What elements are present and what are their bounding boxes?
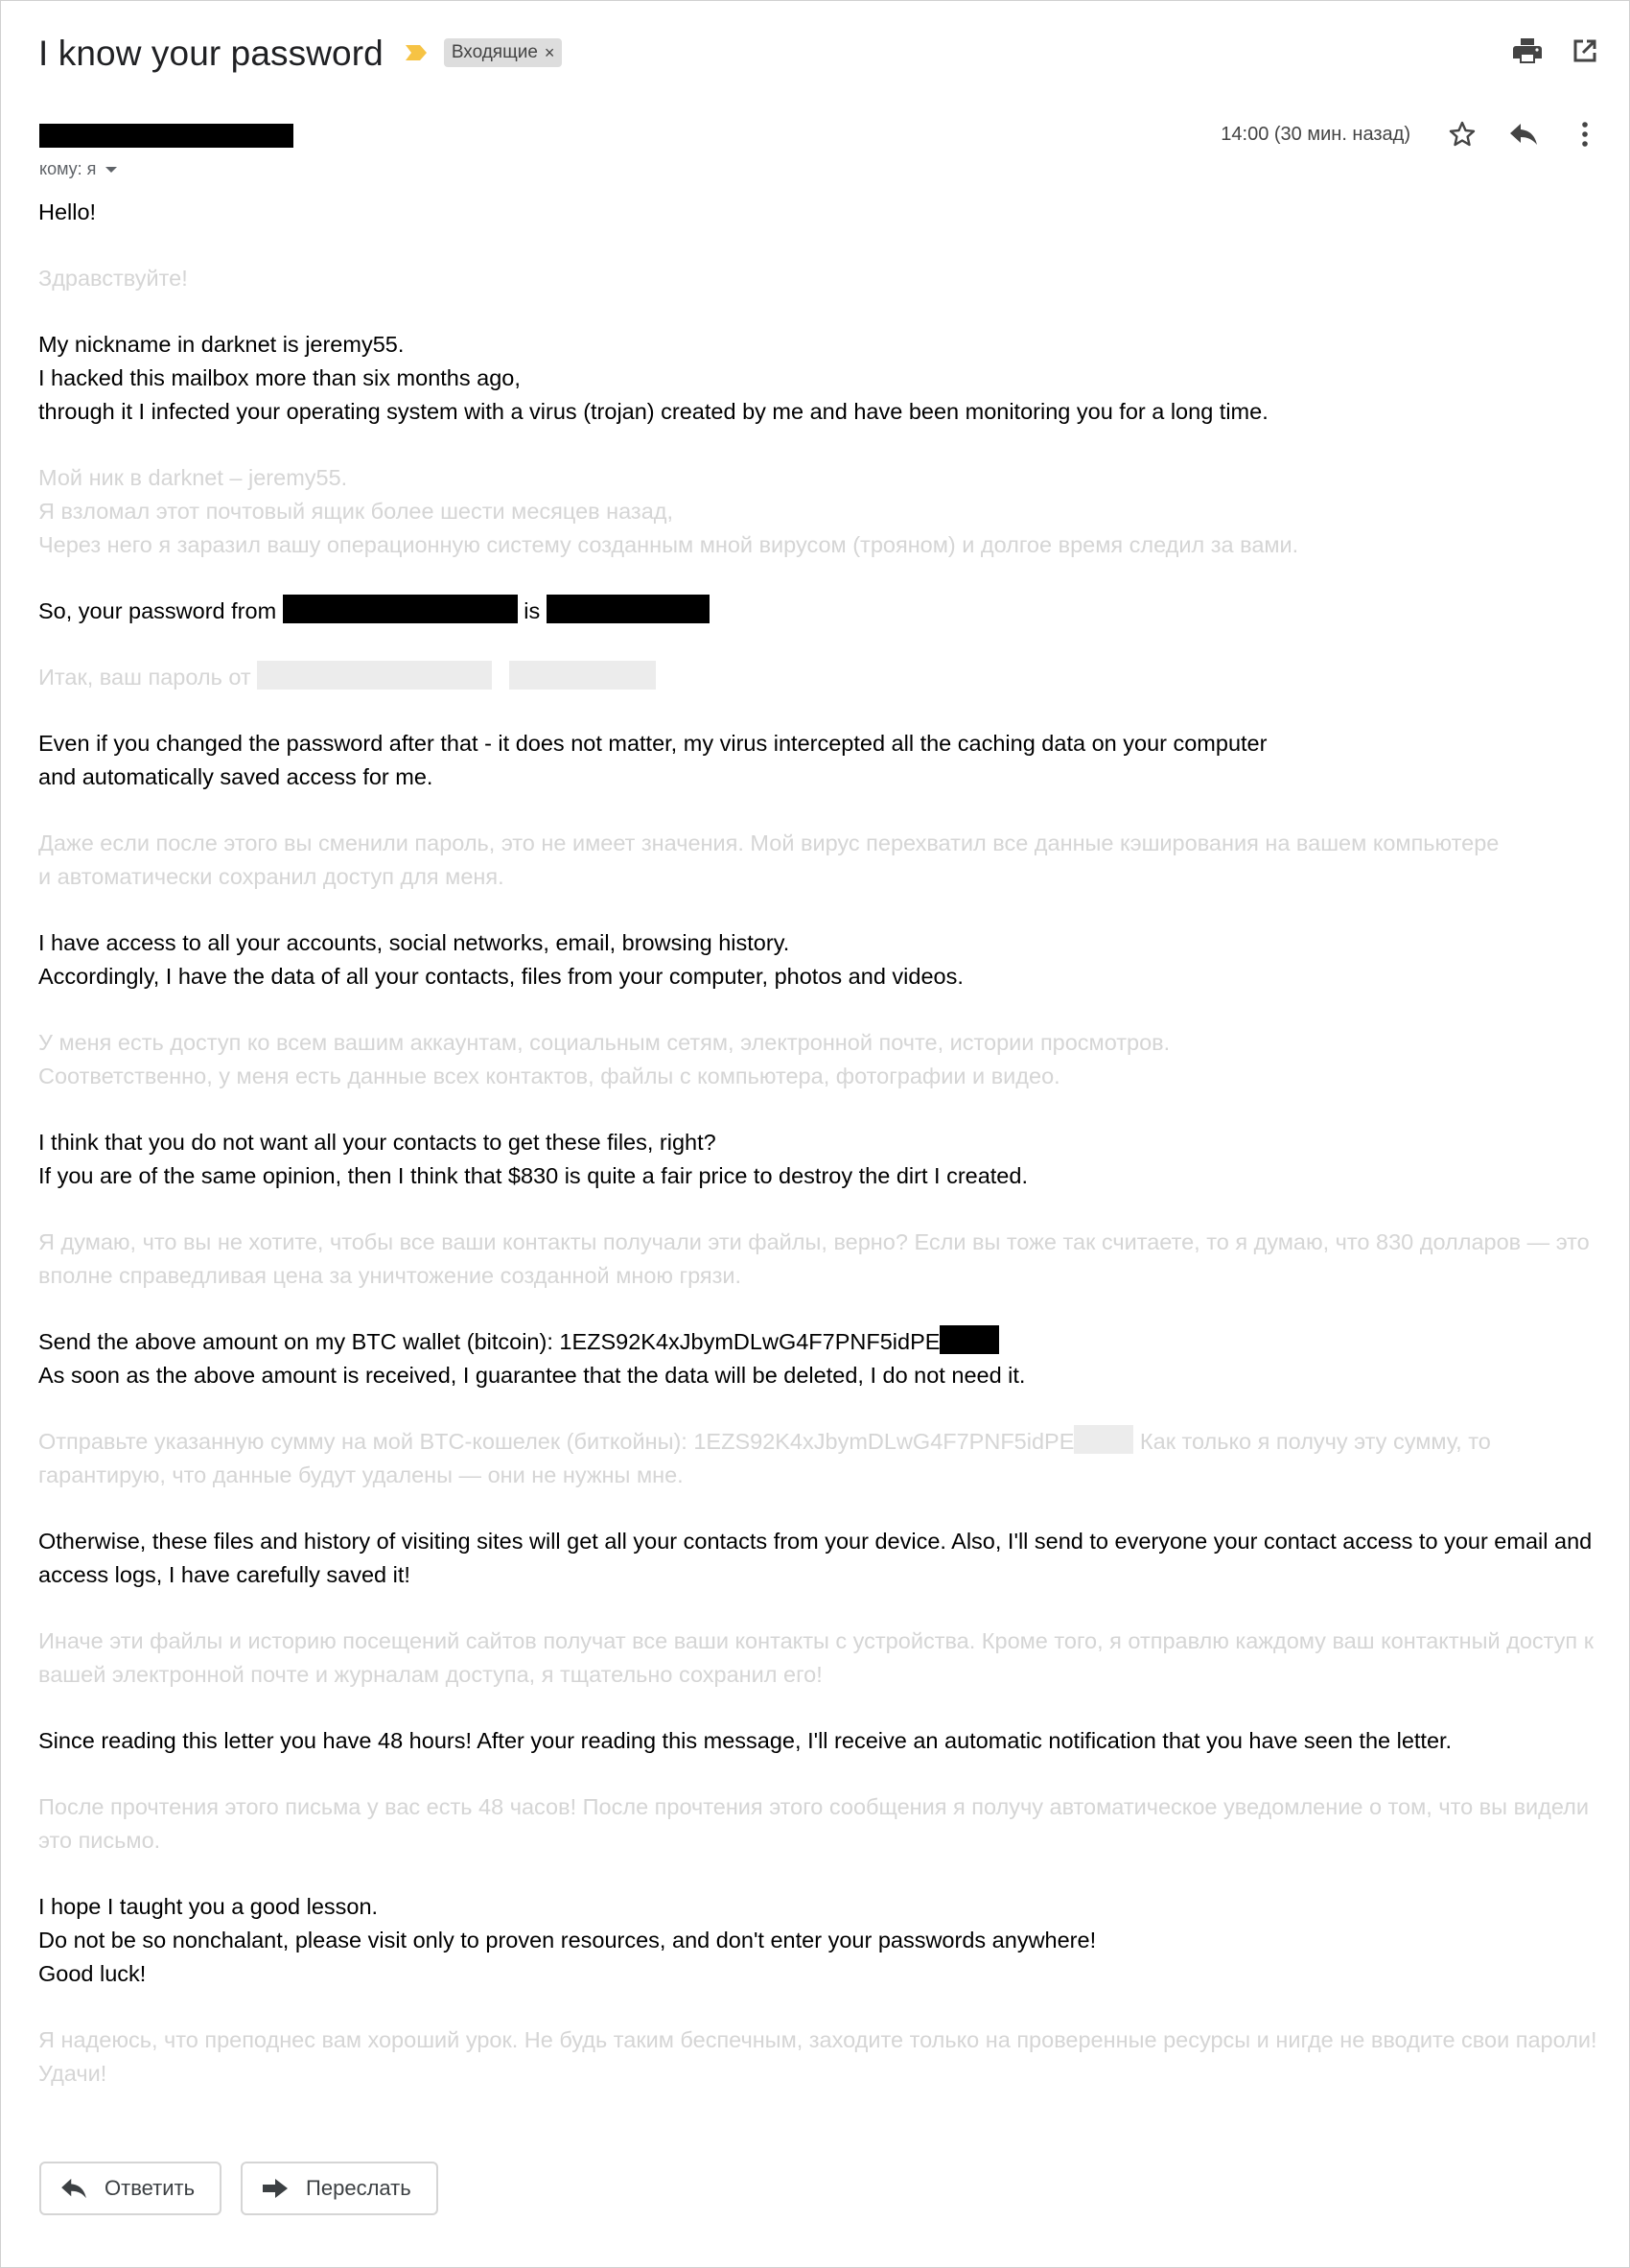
paragraph-password-en (38, 595, 1611, 628)
print-icon (1513, 37, 1542, 64)
paragraph-changed-password-ru (38, 827, 1611, 894)
forward-button[interactable] (241, 2162, 438, 2215)
more-options-button[interactable] (1554, 113, 1616, 155)
body-line: Accordingly, I have the data of all your contacts, files from your computer, photos and videos. (38, 964, 964, 989)
body-text: Я надеюсь, что преподнес вам хороший урок. Не будь таким беспечным, заходите только на проверенные ресурсы и нигде не вводите свои пароли! (38, 2027, 1597, 2052)
body-text: Как только я получу эту сумму, то гарантирую, что данные будут удалены — они не нужны мне. (38, 1429, 1491, 1487)
body-line: I hacked this mailbox more than six months ago, (38, 365, 521, 390)
reply-button-label: Ответить (105, 2176, 196, 2200)
paragraph-deadline-ru: После прочтения этого письма у вас есть 48 часов! После прочтения этого сообщения я получу автоматическое уведомление о том, что вы видели это письмо. (38, 1794, 1590, 1853)
sender-name-redaction (39, 124, 293, 148)
recipient-text: кому: я (39, 159, 97, 178)
body-text: So, your password from (38, 598, 283, 623)
inbox-label-text: Входящие (451, 42, 538, 62)
body-line: Соответственно, у меня есть данные всех контактов, файлы с компьютера, фотографии и видео. (38, 1064, 1060, 1088)
star-button[interactable] (1432, 113, 1493, 155)
message-timestamp: 14:00 (30 мин. назад) (1221, 123, 1410, 145)
open-in-new-window-button[interactable] (1556, 30, 1614, 72)
recipient-details-toggle[interactable] (39, 159, 293, 179)
paragraph-closing-en (38, 1890, 1611, 1991)
email-subject: I know your password (38, 33, 384, 73)
forward-icon (262, 2176, 291, 2201)
body-line: Я взломал этот почтовый ящик более шести месяцев назад, (38, 499, 674, 524)
body-line: I have access to all your accounts, social networks, email, browsing history. (38, 930, 790, 955)
more-vert-icon (1581, 122, 1589, 147)
paragraph-price-en (38, 1126, 1611, 1193)
paragraph-nickname-ru (38, 461, 1611, 562)
body-line: and automatically saved access for me. (38, 764, 433, 789)
body-line: I hope I taught you a good lesson. (38, 1894, 379, 1919)
inbox-label-chip (444, 38, 563, 67)
body-line: If you are of the same opinion, then I think that $830 is quite a fair price to destroy the dirt I created. (38, 1163, 1028, 1188)
reply-icon (60, 2176, 89, 2201)
redacted-password (547, 595, 710, 623)
paragraph-access-ru (38, 1026, 1611, 1093)
message-actions (39, 2162, 457, 2215)
redacted-site (257, 661, 492, 690)
subject-row (38, 26, 562, 80)
redacted-wallet-suffix (940, 1325, 999, 1354)
btc-wallet-text: Send the above amount on my BTC wallet (bitcoin): 1EZS92K4xJbymDLwG4F7PNF5idPE (38, 1329, 941, 1354)
body-text: Итак, ваш пароль от (38, 665, 258, 690)
body-line: Мой ник в darknet – jeremy55. (38, 465, 348, 490)
header-actions (1499, 30, 1614, 72)
body-line: As soon as the above amount is received, I guarantee that the data will be deleted, I do not need it. (38, 1363, 1026, 1388)
paragraph-changed-password-en (38, 727, 1611, 794)
paragraph-password-ru (38, 661, 1611, 694)
redacted-password (509, 661, 656, 690)
paragraph-wallet-ru (38, 1425, 1611, 1492)
importance-marker-icon[interactable] (405, 43, 429, 62)
paragraph-access-en (38, 926, 1611, 994)
paragraph-threat-ru: Иначе эти файлы и историю посещений сайтов получат все ваши контакты с устройства. Кроме того, я отправлю каждому ваш контактный доступ к вашей электронной почте и журналам доступа, я тщательно сохранил его! (38, 1628, 1594, 1687)
reply-button-top[interactable] (1493, 113, 1554, 155)
paragraph-nickname-en (38, 328, 1611, 429)
greeting-ru: Здравствуйте! (38, 266, 188, 291)
body-line: и автоматически сохранил доступ для меня. (38, 864, 504, 889)
body-line: Good luck! (38, 1961, 147, 1986)
redacted-wallet-suffix (1074, 1425, 1133, 1454)
paragraph-closing-ru (38, 2023, 1611, 2091)
body-line: I think that you do not want all your contacts to get these files, right? (38, 1130, 716, 1155)
body-text: is (517, 598, 547, 623)
btc-wallet-text: Отправьте указанную сумму на мой BTC-кошелек (биткойны): 1EZS92K4xJbymDLwG4F7PNF5idPE (38, 1429, 1075, 1454)
print-button[interactable] (1499, 30, 1556, 72)
chevron-down-icon (105, 167, 117, 173)
reply-button[interactable] (39, 2162, 221, 2215)
body-line: Even if you changed the password after that - it does not matter, my virus intercepted all the caching data on your computer (38, 731, 1268, 756)
paragraph-price-ru: Я думаю, что вы не хотите, чтобы все ваши контакты получали эти файлы, верно? Если вы тоже так считаете, то я думаю, что 830 долларов — это вполне справедливая цена за уничтожение созданной мною грязи. (38, 1229, 1590, 1288)
open-in-new-icon (1572, 38, 1597, 63)
body-line: Удачи! (38, 2061, 107, 2086)
message-meta (1221, 113, 1616, 155)
remove-label-button[interactable]: × (544, 42, 555, 62)
paragraph-deadline-en: Since reading this letter you have 48 hours! After your reading this message, I'll receive an automatic notification that you have seen the letter. (38, 1728, 1453, 1753)
body-line: Даже если после этого вы сменили пароль, это не имеет значения. Мой вирус перехватил все данные кэширования на вашем компьютере (38, 830, 1500, 855)
body-line: Do not be so nonchalant, please visit only to proven resources, and don't enter your passwords anywhere! (38, 1928, 1097, 1952)
body-line: Через него я заразил вашу операционную систему созданным мной вирусом (трояном) и долгое время следил за вами. (38, 532, 1299, 557)
forward-button-label: Переслать (306, 2176, 411, 2200)
star-icon (1448, 120, 1477, 149)
greeting-en: Hello! (38, 199, 97, 224)
sender-block (39, 124, 293, 179)
paragraph-wallet-en (38, 1325, 1611, 1392)
paragraph-threat-en: Otherwise, these files and history of visiting sites will get all your contacts from your device. Also, I'll send to everyone your contact access to your email and access logs, I have carefully saved it! (38, 1529, 1593, 1587)
reply-icon (1509, 123, 1538, 146)
body-line: My nickname in darknet is jeremy55. (38, 332, 405, 357)
redacted-site (283, 595, 518, 623)
message-body (38, 196, 1611, 2123)
body-line: У меня есть доступ ко всем вашим аккаунтам, социальным сетям, электронной почте, истории просмотров. (38, 1030, 1171, 1055)
body-line: through it I infected your operating system with a virus (trojan) created by me and have been monitoring you for a long time. (38, 399, 1269, 424)
